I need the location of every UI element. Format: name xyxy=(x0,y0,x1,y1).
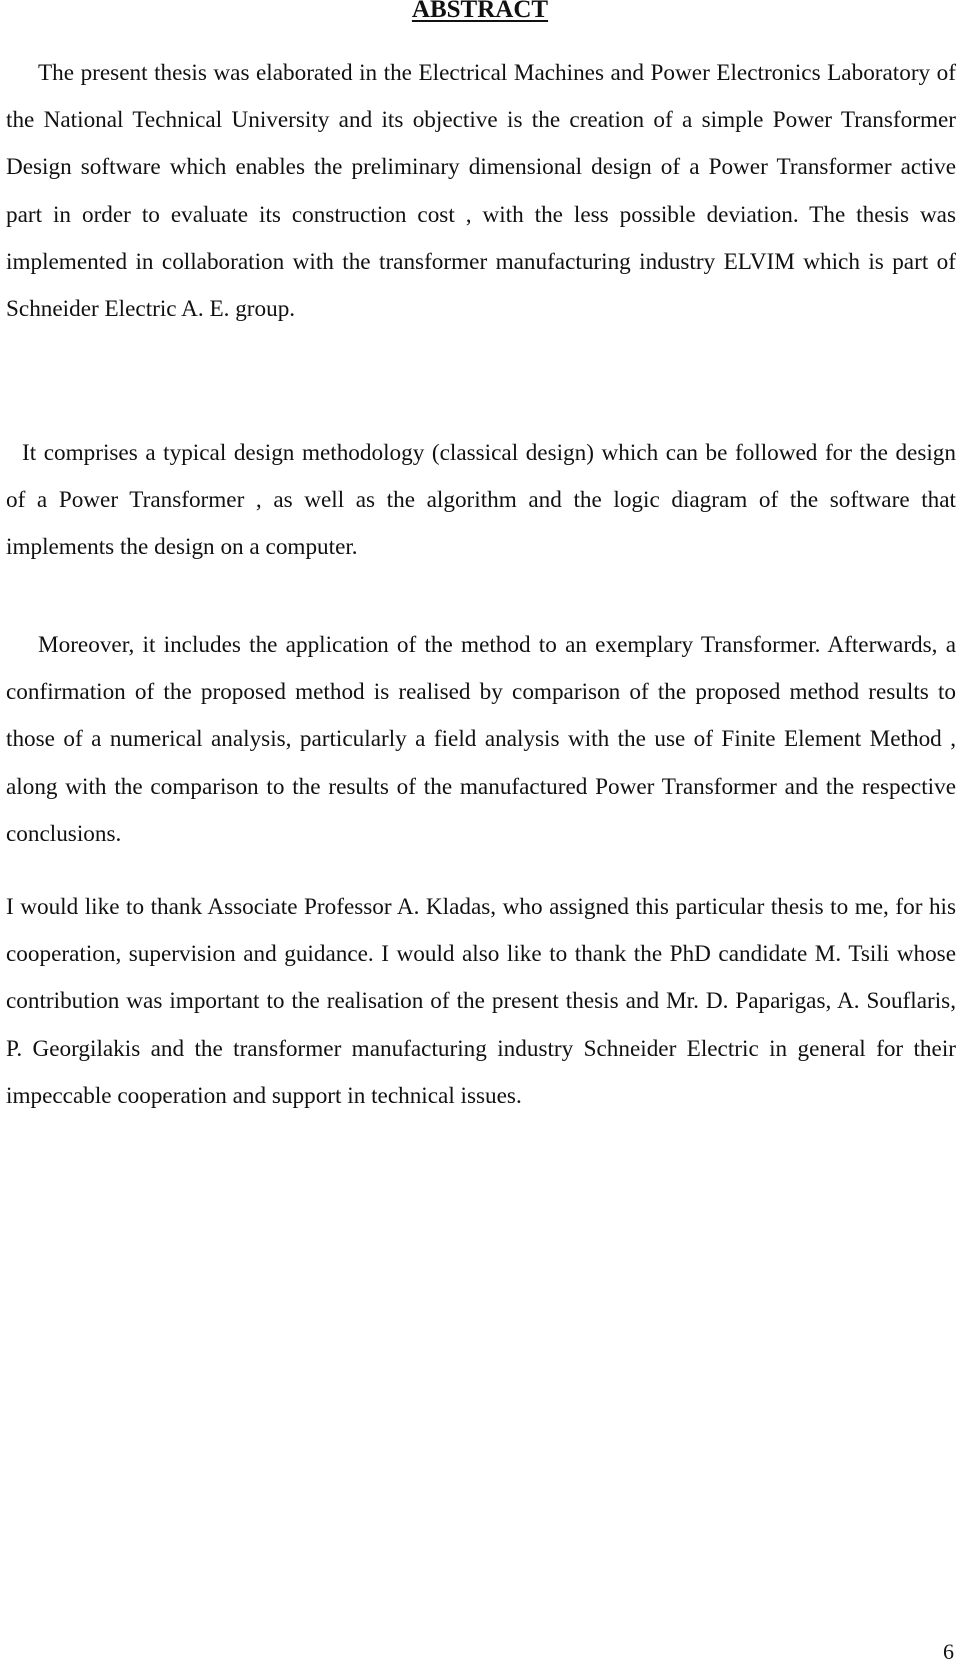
paragraph-methodology: It comprises a typical design methodology (classical design) which can be followed for the design of a Power Transformer , as well as the algorithm and the logic diagram of the software that implements the design on a computer. xyxy=(6,440,956,561)
paragraph-thesis-overview: The present thesis was elaborated in the Electrical Machines and Power Electronics Laboratory of the National Technical University and its objective is the creation of a simple Power Transformer Design software which enables the preliminary dimensional design of a Power Transformer active part in order to evaluate its construction cost , with the less possible deviation. The thesis was implemented in collaboration with the transformer manufacturing industry ELVIM which is part of Schneider Electric A. E. group. xyxy=(6,60,956,323)
paragraph-application: Moreover, it includes the application of the method to an exemplary Transformer. Afterwards, a confirmation of the proposed method is realised by comparison of the proposed method results to those of a numerical analysis, particularly a field analysis with the use of Finite Element Method , along with the comparison to the results of the manufactured Power Transformer and the respective conclusions. xyxy=(6,632,956,847)
page-title: ABSTRACT xyxy=(411,0,549,23)
paragraph-acknowledgements: I would like to thank Associate Professor A. Kladas, who assigned this particular thesis to me, for his cooperation, supervision and guidance. I would also like to thank the PhD candidate M. Tsili whose contribution was important to the realisation of the present thesis and Mr. D. Paparigas, A. Souflaris, P. Georgilakis and the transformer manufacturing industry Schneider Electric in general for their impeccable cooperation and support in technical issues. xyxy=(6,894,956,1109)
page-number: 6 xyxy=(943,1639,954,1664)
